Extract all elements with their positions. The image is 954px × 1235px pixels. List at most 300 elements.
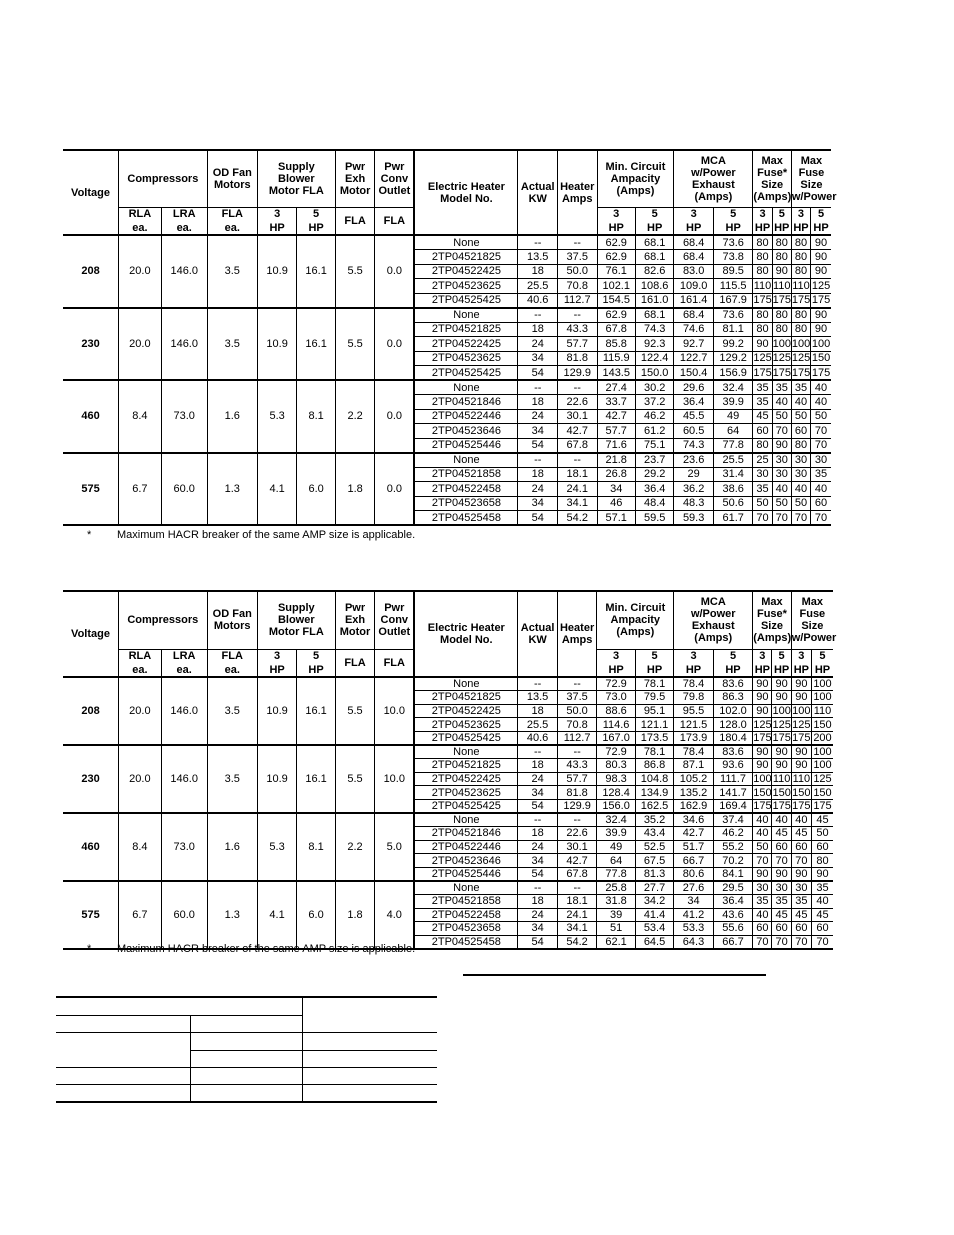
cell-max-fuse-5hp: 70 bbox=[772, 854, 791, 868]
cell-min-circuit-3hp: 27.4 bbox=[597, 380, 635, 395]
cell-min-circuit-3hp: 115.9 bbox=[597, 351, 635, 366]
cell-actual-kw: 34 bbox=[518, 351, 558, 366]
cell-heater-model: 2TP04521825 bbox=[414, 322, 518, 337]
header-compressors: Compressors bbox=[119, 591, 208, 649]
header-line: w/Power bbox=[691, 166, 736, 179]
cell-max-fuse-3hp: 45 bbox=[753, 409, 772, 424]
cell-min-circuit-3hp: 98.3 bbox=[597, 772, 635, 786]
header-three: 3 bbox=[257, 207, 297, 221]
cell-min-circuit-3hp: 21.8 bbox=[597, 453, 635, 468]
header-ea: ea. bbox=[207, 221, 257, 235]
header-hp: HP bbox=[635, 663, 673, 677]
cell-rla: 6.7 bbox=[119, 881, 162, 949]
cell-actual-kw: -- bbox=[518, 745, 558, 759]
cell-max-fuse-power-5hp: 45 bbox=[811, 813, 833, 827]
cell-rla: 20.0 bbox=[119, 235, 162, 308]
cell-min-circuit-5hp: 68.1 bbox=[635, 308, 673, 323]
cell-max-fuse-5hp: 50 bbox=[772, 409, 791, 424]
cell-heater-model: 2TP04521825 bbox=[414, 759, 518, 773]
cell-max-fuse-power-5hp: 80 bbox=[811, 854, 833, 868]
cell-min-circuit-5hp: 108.6 bbox=[635, 279, 673, 294]
cell-actual-kw: 40.6 bbox=[518, 293, 558, 308]
header-line: Amps bbox=[561, 192, 593, 205]
header-voltage: Voltage bbox=[63, 150, 119, 235]
cell-actual-kw: 25.5 bbox=[518, 718, 558, 732]
cell-blower-5hp: 16.1 bbox=[297, 308, 335, 381]
cell-min-circuit-3hp: 62.9 bbox=[597, 250, 635, 265]
cell-min-circuit-5hp: 64.5 bbox=[635, 935, 673, 949]
header-pwr-exh bbox=[335, 591, 375, 649]
header-ea: ea. bbox=[161, 663, 207, 677]
cell-min-circuit-5hp: 46.2 bbox=[635, 409, 673, 424]
cell-actual-kw: 34 bbox=[518, 496, 558, 511]
header-line: Supply bbox=[277, 602, 315, 615]
header-fla: FLA bbox=[207, 649, 257, 663]
header-ea: ea. bbox=[119, 663, 162, 677]
cell-heater-model: 2TP04525446 bbox=[414, 438, 518, 453]
cell-mca-power-3hp: 83.0 bbox=[674, 264, 714, 279]
header-line: Min. Circuit bbox=[605, 602, 666, 615]
header-line: Exhaust bbox=[692, 178, 735, 191]
cell-mca-power-3hp: 122.7 bbox=[674, 351, 714, 366]
cell-heater-amps: 24.1 bbox=[557, 908, 597, 922]
cell-blower-5hp: 6.0 bbox=[297, 453, 335, 526]
cell-blower-3hp: 5.3 bbox=[257, 380, 297, 453]
cell-mca-power-5hp: 156.9 bbox=[713, 366, 753, 381]
cell-actual-kw: 24 bbox=[518, 908, 558, 922]
header-ea: ea. bbox=[119, 221, 162, 235]
cell-max-fuse-5hp: 100 bbox=[772, 704, 791, 717]
header-line: Max bbox=[801, 596, 824, 609]
cell-actual-kw: 13.5 bbox=[518, 691, 558, 705]
table-row bbox=[63, 881, 833, 895]
cell-max-fuse-5hp: 125 bbox=[772, 352, 791, 365]
header-supply-blower bbox=[257, 150, 335, 207]
header-rla: RLA bbox=[119, 649, 162, 663]
header-line: Blower bbox=[277, 614, 315, 627]
header-line: Fuse* bbox=[757, 166, 788, 179]
cell-max-fuse-power-3hp: 110 bbox=[792, 772, 811, 785]
footnote-asterisk: * bbox=[87, 943, 92, 955]
cell-max-fuse-power-5hp: 100 bbox=[811, 337, 831, 350]
cell-heater-amps: 81.8 bbox=[557, 786, 597, 800]
cell-max-fuse-power-5hp: 200 bbox=[813, 731, 832, 744]
cell-max-fuse-3hp: 100 bbox=[753, 772, 772, 785]
cell-min-circuit-3hp: 42.7 bbox=[597, 409, 635, 424]
cell-rla: 20.0 bbox=[119, 308, 162, 381]
cell-max-fuse-power-3hp: 35 bbox=[791, 895, 811, 909]
cell-max-fuse-5hp: 110 bbox=[772, 772, 791, 785]
cell-mca-power-5hp: 29.5 bbox=[713, 881, 753, 895]
cell-min-circuit-3hp: 143.5 bbox=[597, 366, 635, 381]
cell-min-circuit-5hp: 67.5 bbox=[635, 854, 673, 868]
header-line: OD Fan bbox=[212, 608, 252, 621]
cell-lra: 73.0 bbox=[161, 380, 207, 453]
cell-pwr-exh: 2.2 bbox=[335, 813, 375, 881]
header-five: 5 bbox=[297, 649, 335, 663]
cell-max-fuse-3hp: 30 bbox=[753, 881, 772, 895]
cell-actual-kw: 18 bbox=[518, 759, 558, 773]
cell-max-fuse-power-3hp: 90 bbox=[791, 677, 811, 691]
table-row bbox=[63, 677, 833, 691]
footnote-asterisk: * bbox=[87, 529, 92, 541]
electrical-data-table-1 bbox=[63, 149, 837, 526]
cell-max-fuse-power-5hp: 40 bbox=[811, 395, 831, 410]
cell-heater-model: 2TP04523625 bbox=[414, 279, 518, 294]
header-line: Fuse* bbox=[756, 608, 787, 621]
cell-min-circuit-3hp: 77.8 bbox=[597, 867, 635, 881]
cell-heater-amps: 112.7 bbox=[557, 293, 597, 308]
cell-min-circuit-5hp: 121.1 bbox=[635, 718, 673, 732]
cell-min-circuit-5hp: 23.7 bbox=[635, 453, 673, 468]
cell-mca-power-3hp: 29 bbox=[674, 467, 714, 482]
cell-actual-kw: 34 bbox=[518, 786, 558, 800]
cell-max-fuse-3hp: 50 bbox=[753, 840, 772, 854]
cell-heater-amps: -- bbox=[557, 881, 597, 895]
cell-heater-amps: -- bbox=[557, 308, 597, 323]
cell-max-fuse-5hp: 80 bbox=[772, 235, 791, 250]
header-max-fuse bbox=[753, 591, 791, 649]
cell-mca-power-3hp: 68.4 bbox=[674, 250, 714, 265]
header-five: 5 bbox=[772, 207, 791, 221]
cell-min-circuit-3hp: 49 bbox=[597, 840, 635, 854]
cell-max-fuse-5hp: 90 bbox=[772, 438, 791, 453]
cell-max-fuse-3hp: 90 bbox=[753, 704, 772, 718]
header-line: Fuse bbox=[798, 166, 825, 179]
cell-actual-kw: -- bbox=[518, 308, 558, 323]
cell-max-fuse-power-3hp: 175 bbox=[792, 731, 811, 744]
header-hp: HP bbox=[257, 663, 297, 677]
cell-lra: 146.0 bbox=[161, 308, 207, 381]
cell-max-fuse-5hp: 30 bbox=[772, 467, 791, 482]
cell-pwr-exh: 1.8 bbox=[335, 881, 375, 949]
cell-mca-power-3hp: 150.4 bbox=[674, 366, 714, 381]
cell-mca-power-5hp: 73.8 bbox=[713, 250, 753, 265]
cell-heater-model: None bbox=[414, 380, 518, 395]
cell-max-fuse-5hp: 110 bbox=[772, 279, 791, 292]
cell-actual-kw: -- bbox=[518, 453, 558, 468]
cell-max-fuse-power-5hp: 70 bbox=[811, 438, 831, 453]
cell-actual-kw: 18 bbox=[518, 467, 558, 482]
cell-mca-power-3hp: 78.4 bbox=[674, 745, 714, 759]
header-hp: HP bbox=[297, 663, 335, 677]
cell-max-fuse-3hp: 70 bbox=[753, 854, 772, 868]
cell-mca-power-3hp: 74.6 bbox=[674, 322, 714, 337]
cell-min-circuit-3hp: 39 bbox=[597, 908, 635, 922]
header-five: 5 bbox=[772, 649, 791, 663]
cell-max-fuse-3hp: 70 bbox=[753, 511, 772, 526]
cell-max-fuse-power-3hp: 110 bbox=[792, 279, 810, 292]
header-line: Max bbox=[761, 154, 783, 167]
header-lra: LRA bbox=[161, 649, 207, 663]
cell-max-fuse-power-3hp: 90 bbox=[791, 745, 811, 759]
header-max-fuse-power bbox=[791, 591, 837, 649]
divider bbox=[302, 997, 303, 1102]
header-three: 3 bbox=[674, 207, 714, 221]
header-fla-conv: FLA bbox=[375, 649, 415, 677]
cell-max-fuse-power-3hp: 80 bbox=[791, 235, 810, 250]
header-line: Motor FLA bbox=[268, 626, 324, 639]
cell-mca-power-5hp: 43.6 bbox=[713, 908, 753, 922]
header-line: Pwr bbox=[384, 602, 405, 615]
cell-pwr-conv: 0.0 bbox=[375, 235, 415, 308]
cell-heater-amps: -- bbox=[557, 813, 597, 827]
header-line: Motor bbox=[339, 184, 371, 197]
header-line: MCA bbox=[700, 596, 726, 609]
cell-actual-kw: 18 bbox=[518, 322, 558, 337]
header-line: Pwr bbox=[345, 160, 366, 173]
cell-min-circuit-3hp: 80.3 bbox=[597, 759, 635, 773]
cell-max-fuse-5hp: 80 bbox=[772, 308, 791, 323]
cell-actual-kw: 24 bbox=[518, 337, 558, 352]
cell-heater-model: 2TP04522425 bbox=[414, 704, 518, 718]
header-line: Pwr bbox=[384, 160, 405, 173]
cell-heater-amps: 30.1 bbox=[557, 840, 597, 854]
cell-mca-power-3hp: 105.2 bbox=[674, 772, 714, 786]
cell-heater-amps: 43.3 bbox=[557, 759, 597, 773]
table-row bbox=[63, 380, 831, 395]
cell-mca-power-5hp: 111.7 bbox=[713, 772, 753, 786]
cell-heater-amps: 70.8 bbox=[557, 279, 597, 294]
cell-min-circuit-5hp: 81.3 bbox=[635, 867, 673, 881]
header-pwr-conv bbox=[375, 591, 415, 649]
cell-heater-model: 2TP04525425 bbox=[414, 799, 518, 813]
header-line: Exhaust bbox=[691, 620, 735, 633]
cell-blower-3hp: 10.9 bbox=[257, 308, 297, 381]
header-lra: LRA bbox=[161, 207, 207, 221]
cell-max-fuse-power-3hp: 90 bbox=[791, 867, 811, 881]
header-line: KW bbox=[528, 634, 547, 646]
cell-min-circuit-3hp: 85.8 bbox=[597, 337, 635, 352]
cell-max-fuse-3hp: 35 bbox=[753, 380, 772, 395]
cell-mca-power-5hp: 141.7 bbox=[713, 786, 753, 800]
cell-max-fuse-5hp: 40 bbox=[772, 395, 791, 410]
header-pwr-exh bbox=[335, 150, 375, 207]
cell-max-fuse-power-3hp: 30 bbox=[791, 881, 811, 895]
cell-max-fuse-power-3hp: 60 bbox=[791, 922, 811, 936]
header-hp: HP bbox=[754, 221, 771, 234]
header-line: Size bbox=[760, 620, 783, 633]
cell-max-fuse-power-3hp: 125 bbox=[792, 718, 811, 731]
header-three: 3 bbox=[597, 207, 635, 221]
cell-min-circuit-3hp: 32.4 bbox=[597, 813, 635, 827]
cell-heater-amps: 57.7 bbox=[557, 772, 597, 786]
cell-max-fuse-power-5hp: 40 bbox=[811, 895, 833, 909]
table-row bbox=[63, 813, 833, 827]
cell-min-circuit-3hp: 88.6 bbox=[597, 704, 635, 718]
electrical-data-table-2 bbox=[63, 590, 837, 950]
cell-heater-amps: -- bbox=[557, 380, 597, 395]
cell-rla: 8.4 bbox=[119, 380, 162, 453]
cell-mca-power-5hp: 66.7 bbox=[713, 935, 753, 949]
cell-mca-power-5hp: 61.7 bbox=[713, 511, 753, 526]
cell-min-circuit-5hp: 29.2 bbox=[635, 467, 673, 482]
header-five: 5 bbox=[635, 207, 673, 221]
header-line: (Amps) bbox=[753, 632, 792, 645]
cell-mca-power-3hp: 121.5 bbox=[674, 718, 714, 732]
cell-mca-power-3hp: 23.6 bbox=[674, 453, 714, 468]
cell-max-fuse-3hp: 25 bbox=[753, 453, 772, 468]
cell-heater-amps: 67.8 bbox=[557, 438, 597, 453]
cell-actual-kw: 18 bbox=[518, 395, 558, 410]
header-row bbox=[63, 150, 831, 207]
cell-max-fuse-3hp: 80 bbox=[753, 235, 772, 250]
cell-max-fuse-5hp: 175 bbox=[772, 366, 791, 379]
cell-pwr-conv: 5.0 bbox=[375, 813, 415, 881]
header-line: Blower bbox=[278, 172, 315, 185]
cell-max-fuse-5hp: 150 bbox=[772, 786, 791, 799]
cell-voltage: 460 bbox=[63, 813, 119, 881]
cell-max-fuse-power-5hp: 150 bbox=[813, 786, 832, 799]
cell-od-fan: 3.5 bbox=[207, 745, 257, 813]
cell-max-fuse-3hp: 40 bbox=[753, 813, 772, 827]
cell-mca-power-5hp: 37.4 bbox=[713, 813, 753, 827]
cell-heater-amps: 18.1 bbox=[557, 895, 597, 909]
cell-min-circuit-5hp: 150.0 bbox=[635, 366, 673, 381]
cell-mca-power-3hp: 95.5 bbox=[674, 704, 714, 718]
header-three: 3 bbox=[674, 649, 714, 663]
cell-heater-amps: 22.6 bbox=[557, 395, 597, 410]
header-hp: HP bbox=[674, 663, 714, 677]
cell-mca-power-5hp: 86.3 bbox=[713, 691, 753, 705]
cell-max-fuse-5hp: 60 bbox=[772, 840, 791, 854]
cell-mca-power-3hp: 68.4 bbox=[674, 235, 714, 250]
header-line: OD Fan bbox=[212, 166, 252, 179]
cell-max-fuse-power-5hp: 150 bbox=[813, 718, 832, 731]
cell-max-fuse-5hp: 70 bbox=[772, 935, 791, 949]
cell-max-fuse-power-3hp: 175 bbox=[791, 294, 811, 306]
divider bbox=[56, 1101, 437, 1103]
cell-min-circuit-3hp: 51 bbox=[597, 922, 635, 936]
cell-min-circuit-3hp: 72.9 bbox=[597, 745, 635, 759]
cell-max-fuse-5hp: 45 bbox=[772, 908, 791, 922]
cell-heater-amps: 37.5 bbox=[557, 691, 597, 705]
cell-max-fuse-5hp: 125 bbox=[772, 718, 791, 731]
header-five: 5 bbox=[297, 207, 335, 221]
cell-rla: 20.0 bbox=[119, 745, 162, 813]
footnote-text: Maximum HACR breaker of the same AMP size is applicable. bbox=[117, 943, 416, 955]
cell-min-circuit-3hp: 102.1 bbox=[597, 279, 635, 294]
cell-min-circuit-5hp: 104.8 bbox=[635, 772, 673, 786]
cell-min-circuit-5hp: 61.2 bbox=[635, 424, 673, 439]
divider bbox=[190, 1015, 191, 1102]
cell-min-circuit-5hp: 122.4 bbox=[635, 351, 673, 366]
cell-rla: 6.7 bbox=[119, 453, 162, 526]
cell-max-fuse-power-5hp: 100 bbox=[813, 759, 832, 772]
cell-heater-model: None bbox=[414, 813, 518, 827]
cell-max-fuse-5hp: 90 bbox=[772, 264, 791, 279]
cell-voltage: 575 bbox=[63, 453, 119, 526]
cell-min-circuit-5hp: 78.1 bbox=[635, 745, 673, 759]
cell-max-fuse-power-3hp: 80 bbox=[791, 308, 810, 323]
cell-max-fuse-power-5hp: 175 bbox=[811, 294, 831, 306]
cell-min-circuit-3hp: 34 bbox=[597, 482, 635, 497]
cell-min-circuit-3hp: 39.9 bbox=[597, 827, 635, 841]
cell-min-circuit-5hp: 162.5 bbox=[635, 799, 673, 813]
cell-max-fuse-3hp: 175 bbox=[753, 366, 772, 379]
cell-max-fuse-power-5hp: 175 bbox=[813, 799, 832, 812]
cell-actual-kw: 24 bbox=[518, 409, 558, 424]
cell-actual-kw: 18 bbox=[518, 704, 558, 718]
header-line: Motors bbox=[213, 620, 251, 633]
header-actual-kw bbox=[518, 150, 558, 235]
cell-actual-kw: 25.5 bbox=[518, 279, 558, 294]
cell-od-fan: 1.6 bbox=[207, 380, 257, 453]
header-hp: HP bbox=[297, 221, 335, 235]
cell-max-fuse-5hp: 175 bbox=[772, 799, 791, 812]
cell-max-fuse-3hp: 60 bbox=[753, 922, 772, 936]
header-line: w/Power bbox=[791, 632, 837, 645]
cell-heater-amps: 54.2 bbox=[557, 511, 597, 526]
cell-actual-kw: 54 bbox=[518, 867, 558, 881]
cell-mca-power-5hp: 55.6 bbox=[713, 922, 753, 936]
cell-heater-model: 2TP04522446 bbox=[414, 840, 518, 854]
cell-heater-model: 2TP04525425 bbox=[414, 293, 518, 308]
cell-od-fan: 3.5 bbox=[207, 235, 257, 308]
cell-mca-power-3hp: 162.9 bbox=[674, 799, 714, 813]
cell-mca-power-5hp: 32.4 bbox=[713, 380, 753, 395]
cell-min-circuit-5hp: 95.1 bbox=[635, 704, 673, 718]
cell-min-circuit-3hp: 67.8 bbox=[597, 322, 635, 337]
header-line: Amps bbox=[561, 634, 593, 646]
cell-mca-power-5hp: 83.6 bbox=[713, 677, 753, 691]
cell-min-circuit-5hp: 68.1 bbox=[635, 235, 673, 250]
cell-mca-power-3hp: 34.6 bbox=[674, 813, 714, 827]
header-actual-kw bbox=[518, 591, 558, 677]
cell-heater-model: None bbox=[414, 881, 518, 895]
cell-max-fuse-power-3hp: 70 bbox=[791, 935, 811, 949]
cell-heater-model: 2TP04522458 bbox=[414, 908, 518, 922]
cell-max-fuse-5hp: 90 bbox=[772, 677, 791, 691]
cell-max-fuse-power-3hp: 100 bbox=[791, 337, 811, 350]
cell-pwr-conv: 0.0 bbox=[375, 380, 415, 453]
cell-max-fuse-power-5hp: 70 bbox=[811, 511, 831, 526]
header-line: Conv bbox=[380, 172, 409, 185]
header-hp: HP bbox=[597, 221, 635, 235]
cell-max-fuse-5hp: 100 bbox=[772, 337, 791, 350]
cell-actual-kw: -- bbox=[518, 380, 558, 395]
cell-actual-kw: -- bbox=[518, 813, 558, 827]
cell-heater-model: 2TP04522425 bbox=[414, 337, 518, 352]
cell-min-circuit-5hp: 41.4 bbox=[635, 908, 673, 922]
cell-max-fuse-power-5hp: 90 bbox=[811, 264, 831, 279]
cell-max-fuse-power-3hp: 70 bbox=[791, 854, 811, 868]
cell-lra: 146.0 bbox=[161, 745, 207, 813]
cell-max-fuse-power-3hp: 50 bbox=[791, 496, 810, 511]
cell-heater-amps: 129.9 bbox=[557, 799, 597, 813]
cell-mca-power-3hp: 36.4 bbox=[674, 395, 714, 410]
cell-max-fuse-power-5hp: 30 bbox=[811, 453, 831, 468]
cell-heater-model: None bbox=[414, 453, 518, 468]
cell-min-circuit-5hp: 173.5 bbox=[635, 731, 673, 745]
cell-min-circuit-5hp: 161.0 bbox=[635, 293, 673, 308]
header-five: 5 bbox=[713, 207, 753, 221]
cell-max-fuse-5hp: 60 bbox=[772, 922, 791, 936]
header-three: 3 bbox=[791, 207, 810, 221]
cell-pwr-exh: 5.5 bbox=[335, 677, 375, 745]
cell-min-circuit-3hp: 62.9 bbox=[597, 308, 635, 323]
cell-heater-model: 2TP04523658 bbox=[414, 496, 518, 511]
header-line: Size bbox=[801, 620, 824, 633]
cell-min-circuit-5hp: 34.2 bbox=[635, 895, 673, 909]
cell-mca-power-5hp: 128.0 bbox=[713, 718, 753, 732]
cell-heater-model: 2TP04525425 bbox=[414, 366, 518, 381]
cell-max-fuse-power-5hp: 60 bbox=[811, 496, 831, 511]
cell-heater-model: 2TP04522425 bbox=[414, 772, 518, 786]
table-row bbox=[63, 308, 831, 323]
cell-heater-model: 2TP04521858 bbox=[414, 467, 518, 482]
cell-mca-power-3hp: 60.5 bbox=[674, 424, 714, 439]
